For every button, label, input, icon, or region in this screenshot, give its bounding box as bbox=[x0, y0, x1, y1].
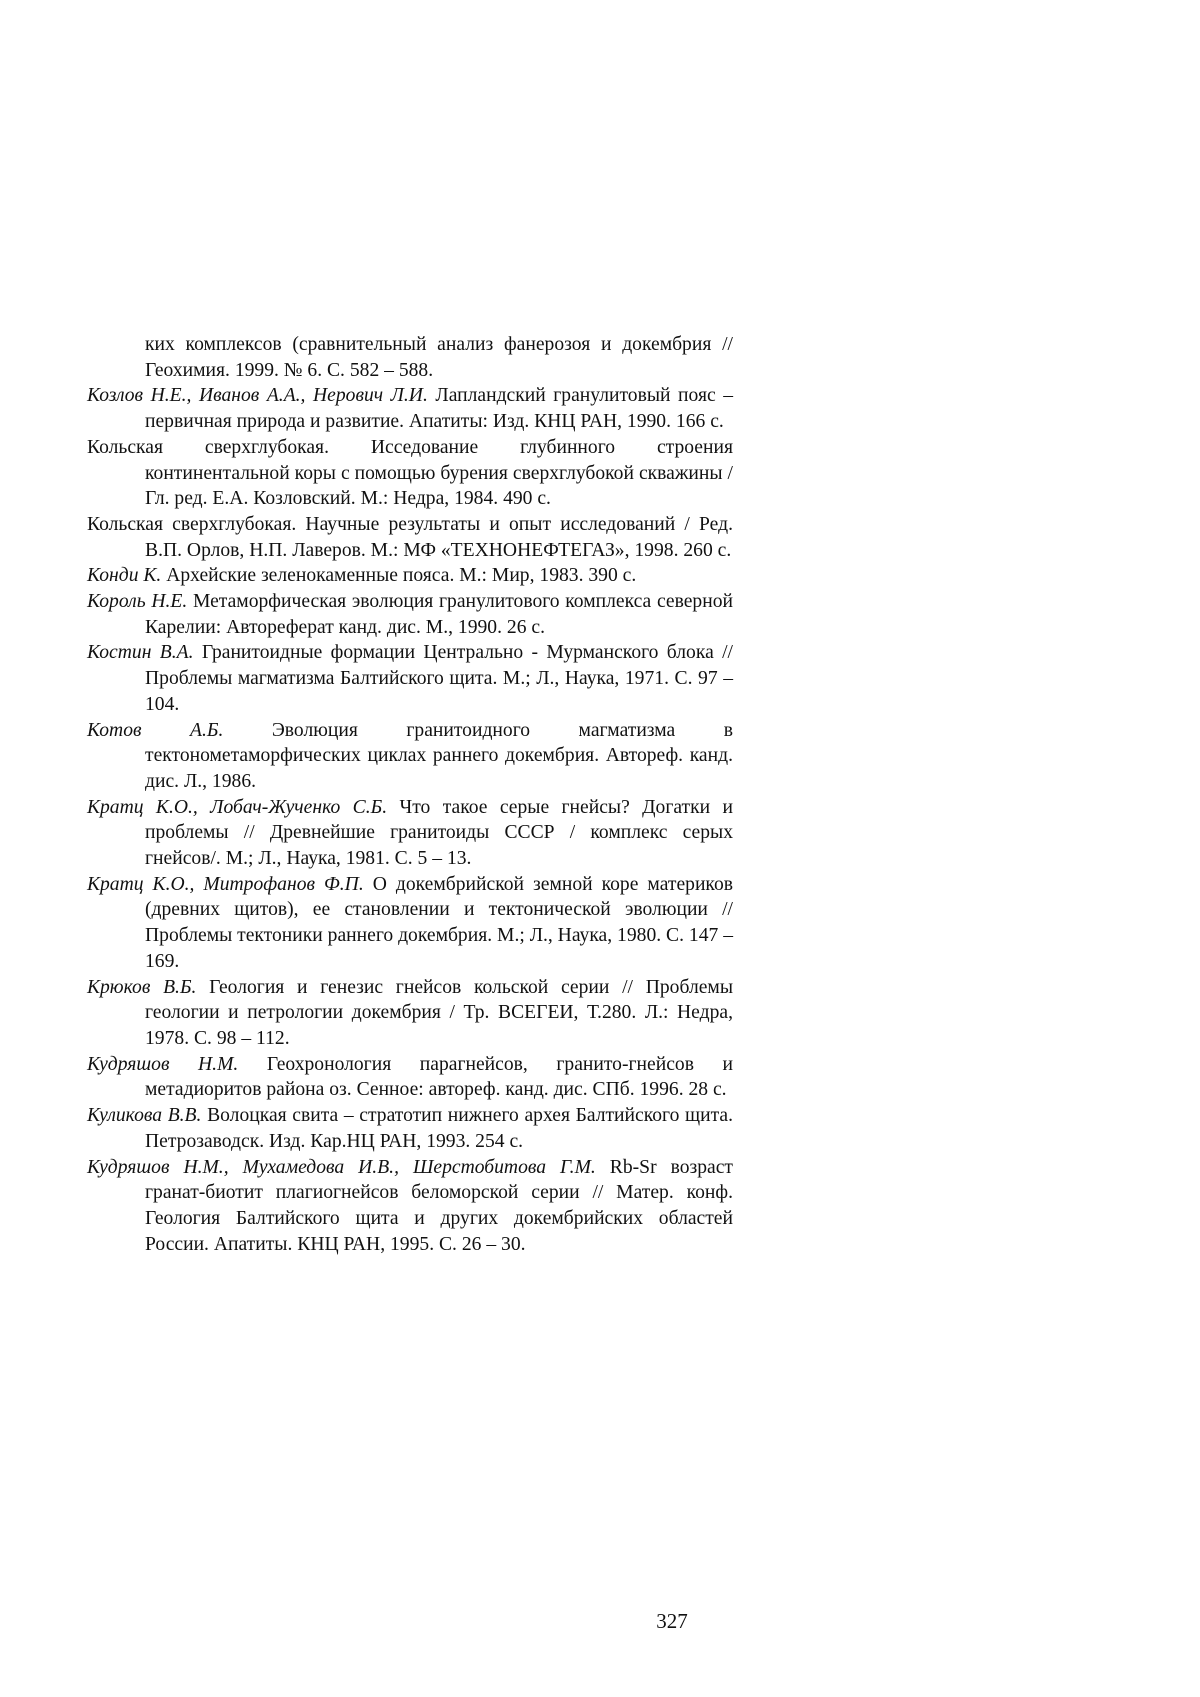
reference-entry bbox=[87, 1052, 733, 1103]
reference-entry bbox=[87, 1103, 733, 1154]
reference-text: Кольская сверхглубокая. Научные результаты и опыт исследований / Ред. В.П. Орлов, Н.П. Лаверов. М.: МФ «ТЕХНОНЕФТЕГАЗ», 1998. 260 с. bbox=[87, 513, 733, 561]
reference-author: Куликова В.В. bbox=[87, 1105, 202, 1127]
reference-entry bbox=[87, 589, 733, 640]
reference-author: Крюков В.Б. bbox=[87, 976, 197, 998]
reference-text: Что такое серые гнейсы? Догатки и проблемы // Древнейшие гранитоиды СССР / комплекс серых гнейсов/. М.; Л., Наука, 1981. С. 5 – 13. bbox=[145, 796, 733, 870]
reference-entry bbox=[87, 1155, 733, 1258]
reference-author: Костин В.А. bbox=[87, 642, 194, 664]
reference-text: Волоцкая свита – стратотип нижнего архея Балтийского щита. Петрозаводск. Изд. Кар.НЦ РАН, 1993. 254 с. bbox=[145, 1105, 733, 1152]
reference-author: Котов А.Б. bbox=[87, 719, 224, 741]
reference-entry bbox=[87, 563, 733, 589]
reference-author: Кудряшов Н.М. bbox=[87, 1053, 239, 1075]
reference-text: Rb-Sr возраст гранат-биотит плагиогнейсов беломорской серии // Матер. конф. Геология Балтийского щита и других докембрийских областей России. Апатиты. КНЦ РАН, 1995. С. 26 – 30. bbox=[145, 1156, 733, 1255]
reference-text: ких комплексов (сравнительный анализ фанерозоя и докембрия // Геохимия. 1999. № 6. С. 582 – 588. bbox=[145, 334, 733, 381]
reference-entry bbox=[87, 435, 733, 512]
reference-text: Гранитоидные формации Центрально - Мурманского блока // Проблемы магматизма Балтийского щита. М.; Л., Наука, 1971. С. 97 – 104. bbox=[145, 642, 734, 715]
reference-entry bbox=[87, 640, 733, 717]
reference-list bbox=[87, 332, 733, 1257]
reference-text: Лапландский гранулитовый пояс – первичная природа и развитие. Апатиты: Изд. КНЦ РАН, 1990. 166 с. bbox=[145, 385, 733, 433]
reference-entry bbox=[87, 512, 733, 563]
reference-entry bbox=[87, 795, 733, 872]
reference-text: Архейские зеленокаменные пояса. М.: Мир, 1983. 390 с. bbox=[161, 565, 637, 587]
reference-author: Кратц К.О., Лобач-Жученко С.Б. bbox=[87, 796, 388, 818]
reference-text: Метаморфическая эволюция гранулитового комплекса северной Карелии: Автореферат канд. дис. М., 1990. 26 с. bbox=[145, 591, 733, 638]
reference-author: Кратц К.О., Митрофанов Ф.П. bbox=[87, 873, 364, 895]
reference-entry bbox=[87, 872, 733, 975]
reference-author: Конди К. bbox=[87, 565, 162, 587]
reference-entry bbox=[87, 383, 733, 434]
reference-text: О докембрийской земной коре материков (древних щитов), ее становлении и тектонической эволюции // Проблемы тектоники раннего докембрия. М.; Л., Наука, 1980. С. 147 – 169. bbox=[145, 873, 733, 972]
reference-continuation bbox=[87, 332, 733, 383]
reference-author: Король Н.Е. bbox=[87, 591, 188, 613]
reference-text: Геохронология парагнейсов, гранито-гнейсов и метадиоритов района оз. Сенное: автореф. канд. дис. СПб. 1996. 28 с. bbox=[145, 1053, 733, 1101]
reference-text: Эволюция гранитоидного магматизма в тектонометаморфических циклах раннего докембрия. Автореф. канд. дис. Л., 1986. bbox=[145, 719, 733, 792]
reference-author: Козлов Н.Е., Иванов А.А., Нерович Л.И. bbox=[87, 385, 428, 407]
reference-text: Кольская сверхглубокая. Исседование глубинного строения континентальной коры с помощью бурения сверхглубокой скважины / Гл. ред. Е.А. Козловский. М.: Недра, 1984. 490 с. bbox=[87, 436, 733, 510]
reference-entry bbox=[87, 718, 733, 795]
reference-entry bbox=[87, 975, 733, 1052]
reference-text: Геология и генезис гнейсов кольской серии // Проблемы геологии и петрологии докембрия / Тр. ВСЕГЕИ, Т.280. Л.: Недра, 1978. С. 98 – 112. bbox=[145, 976, 733, 1049]
page-number: 327 bbox=[656, 1609, 688, 1633]
reference-author: Кудряшов Н.М., Мухамедова И.В., Шерстобитова Г.М. bbox=[87, 1156, 596, 1178]
